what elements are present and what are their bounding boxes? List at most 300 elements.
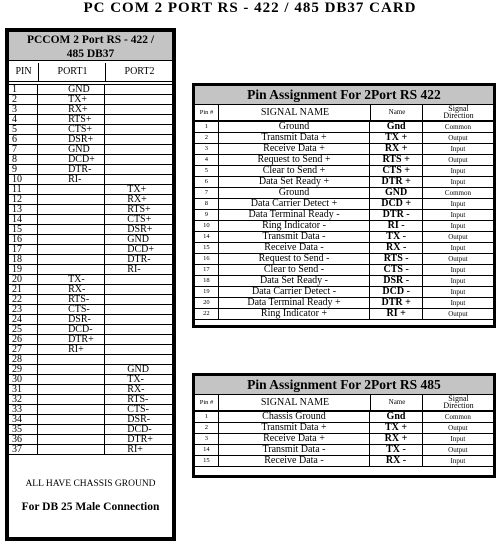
signal-direction: Output — [422, 155, 493, 166]
port2-signal — [105, 295, 172, 305]
signal-direction: Common — [422, 188, 493, 199]
pin-number: 35 — [9, 425, 38, 435]
table-row — [195, 188, 493, 199]
signal-abbrev: TX - — [370, 445, 423, 456]
signal-name: Ground — [218, 122, 370, 133]
pin-number: 20 — [9, 275, 38, 285]
table-row — [9, 265, 172, 275]
pin-number: 9 — [195, 210, 218, 221]
rs485-rows — [195, 412, 493, 467]
port1-signal — [38, 195, 105, 205]
port2-signal: RI+ — [105, 445, 172, 455]
port2-signal — [105, 335, 172, 345]
rs422-table-body — [195, 86, 493, 325]
table-row — [9, 175, 172, 185]
pin-number: 8 — [195, 199, 218, 210]
pin-number: 5 — [195, 166, 218, 177]
pin-number: 17 — [9, 245, 38, 255]
db37-pin-table — [9, 84, 172, 455]
port1-signal — [38, 185, 105, 195]
signal-direction: Input — [422, 298, 493, 309]
pin-number: 19 — [9, 265, 38, 275]
signal-name: Transmit Data + — [218, 133, 370, 144]
signal-name: Request to Send + — [218, 155, 370, 166]
rs485-header-direction — [422, 395, 494, 410]
port2-signal — [105, 275, 172, 285]
table-row — [195, 298, 493, 309]
pin-number: 17 — [195, 265, 218, 276]
pin-number: 3 — [195, 434, 218, 445]
pin-number: 1 — [9, 85, 38, 95]
signal-direction: Output — [422, 133, 493, 144]
port2-signal: GND — [105, 365, 172, 375]
table-row — [195, 412, 493, 423]
port2-signal: RTS- — [105, 395, 172, 405]
port2-signal: DSR+ — [105, 225, 172, 235]
db37-pin-rows — [9, 85, 172, 455]
pin-number: 2 — [195, 423, 218, 434]
signal-direction: Input — [422, 276, 493, 287]
port1-signal: DCD- — [38, 325, 105, 335]
pin-number: 22 — [9, 295, 38, 305]
pin-number: 16 — [195, 254, 218, 265]
signal-name: Transmit Data - — [218, 232, 370, 243]
pin-number: 4 — [9, 115, 38, 125]
table-row — [195, 199, 493, 210]
port2-signal: DTR- — [105, 255, 172, 265]
port2-signal: DSR- — [105, 415, 172, 425]
pin-number: 26 — [9, 335, 38, 345]
port2-signal: DCD- — [105, 425, 172, 435]
page-title: PC COM 2 PORT RS - 422 / 485 DB37 CARD — [83, 0, 417, 16]
pin-number: 37 — [9, 445, 38, 455]
signal-abbrev: RTS - — [370, 254, 423, 265]
signal-abbrev: RTS + — [370, 155, 423, 166]
pin-number: 3 — [9, 105, 38, 115]
port1-signal: DTR+ — [38, 335, 105, 345]
table-row — [9, 185, 172, 195]
pin-number: 16 — [9, 235, 38, 245]
table-row — [195, 287, 493, 298]
pin-number: 23 — [9, 305, 38, 315]
signal-name: Data Carrier Detect - — [218, 287, 370, 298]
port2-signal — [105, 135, 172, 145]
table-row — [9, 125, 172, 135]
pin-number: 14 — [195, 232, 218, 243]
table-row — [9, 445, 172, 455]
port1-signal: RX- — [38, 285, 105, 295]
pin-number: 10 — [9, 175, 38, 185]
port2-signal — [105, 165, 172, 175]
port1-signal: RI+ — [38, 345, 105, 355]
port2-signal — [105, 305, 172, 315]
table-row — [9, 225, 172, 235]
pin-number: 15 — [9, 225, 38, 235]
signal-direction: Input — [422, 199, 493, 210]
pin-number: 7 — [195, 188, 218, 199]
card-title-line1: PCCOM 2 Port RS - 422 / — [26, 34, 155, 46]
signal-name: Chassis Ground — [218, 412, 370, 423]
port2-signal: DCD+ — [105, 245, 172, 255]
port2-signal — [105, 125, 172, 135]
table-row — [9, 215, 172, 225]
table-row — [195, 434, 493, 445]
rs422-header-direction — [422, 105, 494, 120]
pin-number: 5 — [9, 125, 38, 135]
port1-signal — [38, 405, 105, 415]
rs422-title: Pin Assignment For 2Port RS 422 — [195, 86, 493, 105]
port1-signal — [38, 245, 105, 255]
pin-number: 10 — [195, 221, 218, 232]
signal-direction: Output — [422, 309, 493, 320]
pin-number: 12 — [9, 195, 38, 205]
port1-signal: GND — [38, 85, 105, 95]
port2-signal: TX- — [105, 375, 172, 385]
signal-abbrev: DTR + — [370, 298, 423, 309]
table-row — [9, 385, 172, 395]
table-row — [195, 144, 493, 155]
pin-number: 14 — [195, 445, 218, 456]
signal-name: Receive Data + — [218, 144, 370, 155]
table-row — [9, 335, 172, 345]
signal-direction: Input — [422, 456, 493, 467]
signal-direction: Input — [422, 243, 493, 254]
pin-number: 30 — [9, 375, 38, 385]
port2-signal — [105, 175, 172, 185]
signal-direction: Input — [422, 210, 493, 221]
signal-name: Clear to Send - — [218, 265, 370, 276]
table-row — [195, 122, 493, 133]
signal-abbrev: TX + — [370, 133, 423, 144]
pin-number: 21 — [9, 285, 38, 295]
pin-number: 33 — [9, 405, 38, 415]
port1-signal — [38, 425, 105, 435]
port2-signal — [105, 355, 172, 365]
table-row — [195, 254, 493, 265]
port2-signal: CTS- — [105, 405, 172, 415]
pin-number: 25 — [9, 325, 38, 335]
port2-signal — [105, 285, 172, 295]
pin-number: 36 — [9, 435, 38, 445]
rs422-pin-table — [192, 83, 496, 328]
port1-signal — [38, 385, 105, 395]
port1-signal — [38, 205, 105, 215]
port2-signal: DTR+ — [105, 435, 172, 445]
port2-signal — [105, 105, 172, 115]
port1-signal: TX+ — [38, 95, 105, 105]
pin-number: 20 — [195, 298, 218, 309]
table-row — [195, 445, 493, 456]
table-row — [9, 315, 172, 325]
pin-number: 15 — [195, 456, 218, 467]
pin-number: 19 — [195, 287, 218, 298]
port2-signal: GND — [105, 235, 172, 245]
table-row — [9, 115, 172, 125]
signal-abbrev: TX + — [370, 423, 423, 434]
table-row — [9, 105, 172, 115]
port2-signal — [105, 155, 172, 165]
pin-number: 11 — [9, 185, 38, 195]
signal-direction: Input — [422, 166, 493, 177]
pin-number: 6 — [9, 135, 38, 145]
connection-note: For DB 25 Male Connection — [21, 501, 160, 513]
pin-number: 14 — [9, 215, 38, 225]
port2-signal — [105, 145, 172, 155]
signal-abbrev: DTR - — [370, 210, 423, 221]
signal-abbrev: CTS - — [370, 265, 423, 276]
port2-signal — [105, 315, 172, 325]
pin-number: 8 — [9, 155, 38, 165]
port1-signal — [38, 435, 105, 445]
signal-name: Receive Data - — [218, 243, 370, 254]
signal-abbrev: RX - — [370, 456, 423, 467]
signal-abbrev: DCD - — [370, 287, 423, 298]
pin-number: 7 — [9, 145, 38, 155]
table-row — [195, 210, 493, 221]
pin-number: 24 — [9, 315, 38, 325]
signal-abbrev: RI + — [370, 309, 423, 320]
table-row — [9, 135, 172, 145]
rs485-rows-table — [195, 411, 493, 467]
table-row — [195, 232, 493, 243]
signal-direction: Output — [422, 445, 493, 456]
rs485-pin-table — [192, 373, 496, 478]
rs485-header-signal: SIGNAL NAME — [218, 395, 371, 410]
signal-name: Transmit Data - — [218, 445, 370, 456]
rs485-column-headers — [195, 395, 493, 411]
signal-abbrev: RI - — [370, 221, 423, 232]
port1-signal — [38, 225, 105, 235]
signal-abbrev: RX - — [370, 243, 423, 254]
signal-name: Clear to Send + — [218, 166, 370, 177]
signal-abbrev: DSR - — [370, 276, 423, 287]
db37-pinout-card — [5, 28, 176, 541]
header-pin: PIN — [15, 66, 32, 77]
rs422-header-direction-line2: Direction — [443, 111, 474, 120]
port2-signal — [105, 85, 172, 95]
port1-signal — [38, 265, 105, 275]
card-title-line2: 485 DB37 — [66, 48, 115, 60]
signal-abbrev: DTR + — [370, 177, 423, 188]
table-row — [9, 415, 172, 425]
port1-signal — [38, 415, 105, 425]
port2-signal — [105, 325, 172, 335]
rs422-rows — [195, 122, 493, 320]
signal-abbrev: CTS + — [370, 166, 423, 177]
rs485-header-direction-line2: Direction — [443, 401, 474, 410]
table-row — [195, 456, 493, 467]
table-row — [9, 235, 172, 245]
signal-direction: Output — [422, 232, 493, 243]
signal-direction: Output — [422, 423, 493, 434]
table-row — [195, 166, 493, 177]
port1-signal: RI- — [38, 175, 105, 185]
signal-direction: Input — [422, 287, 493, 298]
pin-number: 18 — [195, 276, 218, 287]
port1-signal: CTS+ — [38, 125, 105, 135]
rs422-header-signal: SIGNAL NAME — [218, 105, 371, 120]
port2-signal: RI- — [105, 265, 172, 275]
table-row — [9, 435, 172, 445]
pin-number: 28 — [9, 355, 38, 365]
signal-direction: Input — [422, 144, 493, 155]
rs422-rows-table — [195, 121, 493, 320]
table-row — [9, 355, 172, 365]
table-row — [9, 255, 172, 265]
port1-signal: DSR+ — [38, 135, 105, 145]
table-row — [9, 405, 172, 415]
table-row — [9, 85, 172, 95]
port1-signal: RTS+ — [38, 115, 105, 125]
pin-number: 13 — [9, 205, 38, 215]
port1-signal: DCD+ — [38, 155, 105, 165]
table-row — [195, 177, 493, 188]
port1-signal — [38, 445, 105, 455]
pin-number: 31 — [9, 385, 38, 395]
table-row — [9, 295, 172, 305]
signal-name: Transmit Data + — [218, 423, 370, 434]
table-row — [195, 423, 493, 434]
signal-name: Ground — [218, 188, 370, 199]
signal-direction: Input — [422, 265, 493, 276]
signal-direction: Common — [422, 412, 493, 423]
pin-number: 2 — [9, 95, 38, 105]
rs485-header-direction-line1: Signal — [448, 394, 469, 403]
signal-abbrev: RX + — [370, 144, 423, 155]
signal-name: Data Carrier Detect + — [218, 199, 370, 210]
signal-abbrev: Gnd — [370, 412, 423, 423]
signal-name: Request to Send - — [218, 254, 370, 265]
table-row — [195, 133, 493, 144]
signal-abbrev: TX - — [370, 232, 423, 243]
table-row — [9, 375, 172, 385]
signal-name: Receive Data + — [218, 434, 370, 445]
port1-signal — [38, 255, 105, 265]
port2-signal — [105, 95, 172, 105]
table-row — [9, 275, 172, 285]
port1-signal: DTR- — [38, 165, 105, 175]
table-row — [9, 155, 172, 165]
port2-signal — [105, 345, 172, 355]
port1-signal — [38, 215, 105, 225]
port1-signal: RX+ — [38, 105, 105, 115]
table-row — [195, 243, 493, 254]
table-row — [195, 155, 493, 166]
port1-signal: GND — [38, 145, 105, 155]
rs485-title: Pin Assignment For 2Port RS 485 — [195, 376, 493, 395]
pin-number: 32 — [9, 395, 38, 405]
port2-signal: RX+ — [105, 195, 172, 205]
rs422-column-headers — [195, 105, 493, 121]
table-row — [9, 345, 172, 355]
pin-number: 4 — [195, 155, 218, 166]
signal-direction: Input — [422, 177, 493, 188]
port2-signal: RTS+ — [105, 205, 172, 215]
pin-number: 29 — [9, 365, 38, 375]
port1-signal: RTS- — [38, 295, 105, 305]
port1-signal: CTS- — [38, 305, 105, 315]
card-column-headers — [9, 63, 172, 82]
port1-signal — [38, 355, 105, 365]
pin-number: 1 — [195, 412, 218, 423]
pin-number: 9 — [9, 165, 38, 175]
pin-number: 27 — [9, 345, 38, 355]
signal-name: Receive Data - — [218, 456, 370, 467]
signal-direction: Input — [422, 221, 493, 232]
table-row — [195, 276, 493, 287]
pin-number: 34 — [9, 415, 38, 425]
chassis-ground-note: ALL HAVE CHASSIS GROUND — [25, 479, 156, 489]
port2-signal: CTS+ — [105, 215, 172, 225]
table-row — [9, 245, 172, 255]
table-row — [9, 425, 172, 435]
signal-name: Data Terminal Ready - — [218, 210, 370, 221]
port1-signal: DSR- — [38, 315, 105, 325]
table-row — [9, 285, 172, 295]
table-row — [9, 145, 172, 155]
signal-name: Data Set Ready - — [218, 276, 370, 287]
rs485-header-pin: Pin # — [199, 399, 214, 406]
pin-number: 6 — [195, 177, 218, 188]
port2-signal: RX- — [105, 385, 172, 395]
rs422-header-name: Name — [370, 105, 423, 120]
table-row — [9, 205, 172, 215]
rs422-header-direction-line1: Signal — [448, 104, 469, 113]
signal-name: Ring Indicator - — [218, 221, 370, 232]
pin-number: 22 — [195, 309, 218, 320]
table-row — [9, 95, 172, 105]
port2-signal: TX+ — [105, 185, 172, 195]
port1-signal: TX- — [38, 275, 105, 285]
table-row — [9, 395, 172, 405]
signal-direction: Input — [422, 434, 493, 445]
table-row — [195, 309, 493, 320]
rs485-header-name: Name — [370, 395, 423, 410]
signal-direction: Output — [422, 254, 493, 265]
table-row — [9, 195, 172, 205]
signal-abbrev: DCD + — [370, 199, 423, 210]
card-title — [9, 32, 172, 61]
db37-pinout-card-body — [9, 32, 172, 537]
signal-abbrev: GND — [370, 188, 423, 199]
pin-number: 1 — [195, 122, 218, 133]
port1-signal — [38, 375, 105, 385]
pin-number: 15 — [195, 243, 218, 254]
port1-signal — [38, 365, 105, 375]
signal-name: Ring Indicator + — [218, 309, 370, 320]
port1-signal — [38, 395, 105, 405]
table-row — [9, 325, 172, 335]
pin-number: 3 — [195, 144, 218, 155]
table-row — [9, 365, 172, 375]
signal-name: Data Terminal Ready + — [218, 298, 370, 309]
table-row — [195, 221, 493, 232]
table-row — [195, 265, 493, 276]
header-port1: PORT1 — [38, 63, 106, 81]
pin-number: 18 — [9, 255, 38, 265]
table-row — [9, 165, 172, 175]
table-row — [9, 305, 172, 315]
rs422-header-pin: Pin # — [199, 109, 214, 116]
header-port2: PORT2 — [105, 63, 173, 81]
signal-direction: Common — [422, 122, 493, 133]
rs485-table-body — [195, 376, 493, 475]
signal-name: Data Set Ready + — [218, 177, 370, 188]
signal-abbrev: Gnd — [370, 122, 423, 133]
port2-signal — [105, 115, 172, 125]
pin-number: 2 — [195, 133, 218, 144]
signal-abbrev: RX + — [370, 434, 423, 445]
